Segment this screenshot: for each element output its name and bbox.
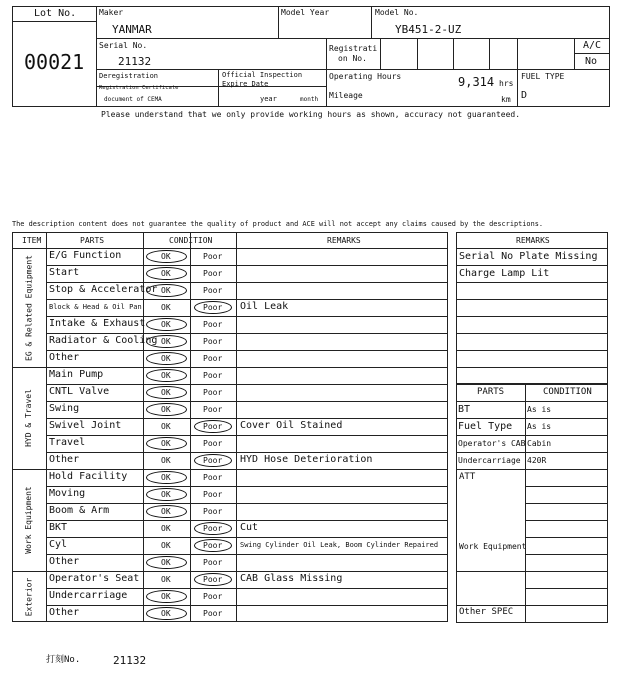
att-label: ATT: [459, 472, 476, 482]
right-remark-line: Serial No Plate Missing: [459, 251, 598, 262]
grid-line: [456, 265, 608, 266]
part-label: Other: [49, 607, 80, 618]
poor-label: Poor: [203, 439, 223, 448]
poor-label: Poor: [203, 473, 223, 482]
work-equipment-label: Work Equipment: [459, 542, 527, 551]
grid-line: [46, 435, 448, 436]
ok-label: OK: [161, 371, 171, 380]
grid-line: [525, 503, 608, 504]
part-label: Other: [49, 454, 80, 465]
grid-line: [46, 282, 448, 283]
maker-value: YANMAR: [112, 23, 152, 36]
spec-condition-header: CONDITION: [543, 387, 592, 397]
notice-text: Please understand that we only provide working hours as shown, accuracy not guaranteed.: [101, 110, 521, 119]
ac-label: A/C: [583, 40, 602, 51]
grid-line: [525, 520, 608, 521]
grid-line: [46, 299, 448, 300]
poor-label: Poor: [203, 541, 223, 550]
stamp-no-value: 21132: [113, 654, 147, 667]
grid-line: [456, 316, 608, 317]
part-label: Hold Facility: [49, 471, 128, 482]
grid-line: [46, 333, 448, 334]
spec-condition: Cabin: [527, 439, 552, 448]
group-label: Exterior: [24, 577, 33, 616]
grid-line: [46, 503, 448, 504]
serial-no-label: Serial No.: [99, 41, 148, 50]
ok-selected-mark: [146, 335, 187, 348]
lot-no-label: Lot No.: [34, 8, 77, 19]
spec-condition: 420R: [527, 456, 547, 465]
grid-line: [46, 350, 448, 351]
ok-selected-mark: [146, 403, 187, 416]
spec-condition: As is: [527, 405, 552, 414]
group-label: HYD & Travel: [24, 389, 33, 447]
poor-label: Poor: [203, 575, 223, 584]
ok-selected-mark: [146, 556, 187, 569]
ok-label: OK: [161, 592, 171, 601]
poor-label: Poor: [203, 354, 223, 363]
spec-part: Fuel Type: [458, 421, 513, 432]
poor-selected-mark: [194, 454, 232, 467]
remark-text: HYD Hose Deterioration: [240, 454, 373, 465]
part-label: Stop & Accelerator: [49, 284, 158, 295]
poor-label: Poor: [203, 507, 223, 516]
grid-line: [12, 367, 448, 368]
grid-line: [525, 537, 608, 538]
ok-label: OK: [161, 541, 171, 550]
spec-part: BT: [458, 404, 471, 415]
grid-line: [12, 571, 448, 572]
ok-selected-mark: [146, 284, 187, 297]
parts-header: PARTS: [80, 236, 105, 245]
poor-selected-mark: [194, 522, 232, 535]
grid-line: [46, 384, 448, 385]
model-no-label: Model No.: [375, 8, 419, 17]
right-remark-line: Charge Lamp Lit: [459, 268, 550, 279]
mileage-label: Mileage: [329, 91, 363, 100]
year-label: year: [260, 95, 277, 103]
grid-line: [456, 418, 608, 419]
grid-line: [190, 232, 191, 622]
ok-label: OK: [161, 524, 171, 533]
ok-selected-mark: [146, 505, 187, 518]
poor-label: Poor: [203, 303, 223, 312]
ok-label: OK: [161, 354, 171, 363]
part-label: Undercarriage: [49, 590, 128, 601]
grid-line: [456, 571, 608, 572]
ac-value: No: [585, 56, 598, 67]
grid-line: [12, 248, 448, 249]
ok-selected-mark: [146, 267, 187, 280]
part-label: Main Pump: [49, 369, 104, 380]
ok-label: OK: [161, 269, 171, 278]
poor-label: Poor: [203, 609, 223, 618]
part-label: Other: [49, 556, 80, 567]
item-header: ITEM: [22, 236, 42, 245]
part-label: Radiator & Cooling: [49, 335, 158, 346]
ok-label: OK: [161, 507, 171, 516]
spec-parts-header: PARTS: [477, 387, 505, 397]
ok-label: OK: [161, 303, 171, 312]
poor-label: Poor: [203, 524, 223, 533]
spec-part: Undercarriage: [458, 456, 521, 465]
stamp-no-label: 打刻No.: [46, 655, 81, 665]
ok-selected-mark: [146, 607, 187, 620]
grid-line: [46, 486, 448, 487]
grid-line: [46, 520, 448, 521]
poor-label: Poor: [203, 320, 223, 329]
ok-label: OK: [161, 286, 171, 295]
ok-label: OK: [161, 490, 171, 499]
grid-line: [456, 401, 608, 402]
part-label: Block & Head & Oil Pan: [49, 303, 142, 311]
grid-line: [525, 588, 608, 589]
month-label: month: [300, 96, 319, 103]
document-label: document of CEMA: [104, 96, 162, 103]
spec-condition: As is: [527, 422, 552, 431]
hrs-label: hrs: [499, 79, 514, 88]
part-label: CNTL Valve: [49, 386, 110, 397]
group-label: EG & Related Equipment: [24, 254, 33, 361]
remark-text: Cover Oil Stained: [240, 420, 343, 431]
ok-selected-mark: [146, 369, 187, 382]
grid-line: [456, 282, 608, 283]
other-spec-label: Other SPEC: [459, 607, 514, 617]
remark-text: Cut: [240, 522, 259, 533]
poor-label: Poor: [203, 371, 223, 380]
ok-selected-mark: [146, 386, 187, 399]
grid-line: [456, 299, 608, 300]
grid-line: [456, 333, 608, 334]
ok-label: OK: [161, 405, 171, 414]
remark-text: CAB Glass Missing: [240, 573, 343, 584]
poor-label: Poor: [203, 490, 223, 499]
ok-selected-mark: [146, 437, 187, 450]
km-label: km: [501, 95, 511, 104]
grid-line: [46, 537, 448, 538]
poor-selected-mark: [194, 573, 232, 586]
grid-line: [525, 486, 608, 487]
part-label: BKT: [49, 522, 68, 533]
part-label: Start: [49, 267, 80, 278]
part-label: E/G Function: [49, 250, 122, 261]
grid-line: [46, 418, 448, 419]
part-label: Boom & Arm: [49, 505, 110, 516]
poor-label: Poor: [203, 592, 223, 601]
ok-label: OK: [161, 609, 171, 618]
grid-line: [46, 265, 448, 266]
deregistration-label: Deregistration: [99, 72, 159, 80]
group-label: Work Equipment: [24, 486, 33, 554]
poor-label: Poor: [203, 252, 223, 261]
inspection-label-1: Official Inspection: [222, 71, 303, 79]
grid-line: [456, 452, 608, 453]
registration-label-2: on No.: [338, 54, 367, 63]
registration-label-1: Registrati: [329, 44, 378, 53]
model-no-value: YB451-2-UZ: [395, 23, 462, 36]
ok-selected-mark: [146, 250, 187, 263]
inspection-label-2: Expire Date: [222, 80, 269, 88]
ok-selected-mark: [146, 352, 187, 365]
maker-label: Maker: [99, 8, 124, 17]
poor-label: Poor: [203, 269, 223, 278]
ok-label: OK: [161, 422, 171, 431]
poor-label: Poor: [203, 558, 223, 567]
right-remarks-header: REMARKS: [516, 236, 550, 245]
grid-line: [46, 401, 448, 402]
grid-line: [456, 435, 608, 436]
part-label: Moving: [49, 488, 86, 499]
part-label: Operator's Seat: [49, 573, 140, 584]
grid-line: [525, 554, 608, 555]
grid-line: [46, 316, 448, 317]
fuel-type-value: D: [521, 90, 528, 101]
grid-line: [456, 605, 608, 606]
ok-selected-mark: [146, 488, 187, 501]
fuel-type-label: FUEL TYPE: [521, 72, 565, 81]
poor-selected-mark: [194, 539, 232, 552]
part-label: Travel: [49, 437, 86, 448]
poor-label: Poor: [203, 422, 223, 431]
registration-certificate-label: Registration Certificate: [99, 85, 179, 91]
operating-hours-value: 9,314: [458, 75, 495, 89]
ok-label: OK: [161, 388, 171, 397]
grid-line: [46, 232, 47, 622]
ok-label: OK: [161, 473, 171, 482]
poor-label: Poor: [203, 337, 223, 346]
remark-text: Oil Leak: [240, 301, 289, 312]
grid-line: [456, 248, 608, 249]
part-label: Intake & Exhaust: [49, 318, 146, 329]
poor-label: Poor: [203, 286, 223, 295]
part-label: Other: [49, 352, 80, 363]
part-label: Swivel Joint: [49, 420, 122, 431]
serial-no-value: 21132: [118, 55, 152, 68]
grid-line: [46, 554, 448, 555]
grid-line: [46, 588, 448, 589]
operating-hours-label: Operating Hours: [329, 72, 402, 81]
grid-line: [12, 469, 448, 470]
grid-line: [456, 367, 608, 368]
ok-label: OK: [161, 337, 171, 346]
lot-no-value: 00021: [24, 50, 85, 74]
ok-selected-mark: [146, 590, 187, 603]
poor-selected-mark: [194, 301, 232, 314]
ok-label: OK: [161, 320, 171, 329]
poor-label: Poor: [203, 405, 223, 414]
ok-label: OK: [161, 252, 171, 261]
disclaimer-text: The description content does not guarantee the quality of product and ACE will not accept any claims caused by the descriptions.: [12, 220, 544, 228]
ok-selected-mark: [146, 471, 187, 484]
poor-selected-mark: [194, 420, 232, 433]
model-year-label: Model Year: [281, 8, 330, 17]
part-label: Swing: [49, 403, 80, 414]
ok-label: OK: [161, 575, 171, 584]
ok-label: OK: [161, 558, 171, 567]
part-label: Cyl: [49, 539, 68, 550]
poor-label: Poor: [203, 388, 223, 397]
grid-line: [456, 350, 608, 351]
poor-label: Poor: [203, 456, 223, 465]
remark-text: Swing Cylinder Oil Leak, Boom Cylinder Repaired: [240, 541, 439, 549]
grid-line: [46, 605, 448, 606]
grid-line: [456, 469, 608, 470]
ok-label: OK: [161, 456, 171, 465]
spec-part: Operator's CAB: [458, 439, 526, 448]
ok-label: OK: [161, 439, 171, 448]
remarks-header: REMARKS: [327, 236, 361, 245]
grid-line: [236, 232, 237, 622]
grid-line: [46, 452, 448, 453]
condition-header: CONDITION: [169, 236, 213, 245]
ok-selected-mark: [146, 318, 187, 331]
